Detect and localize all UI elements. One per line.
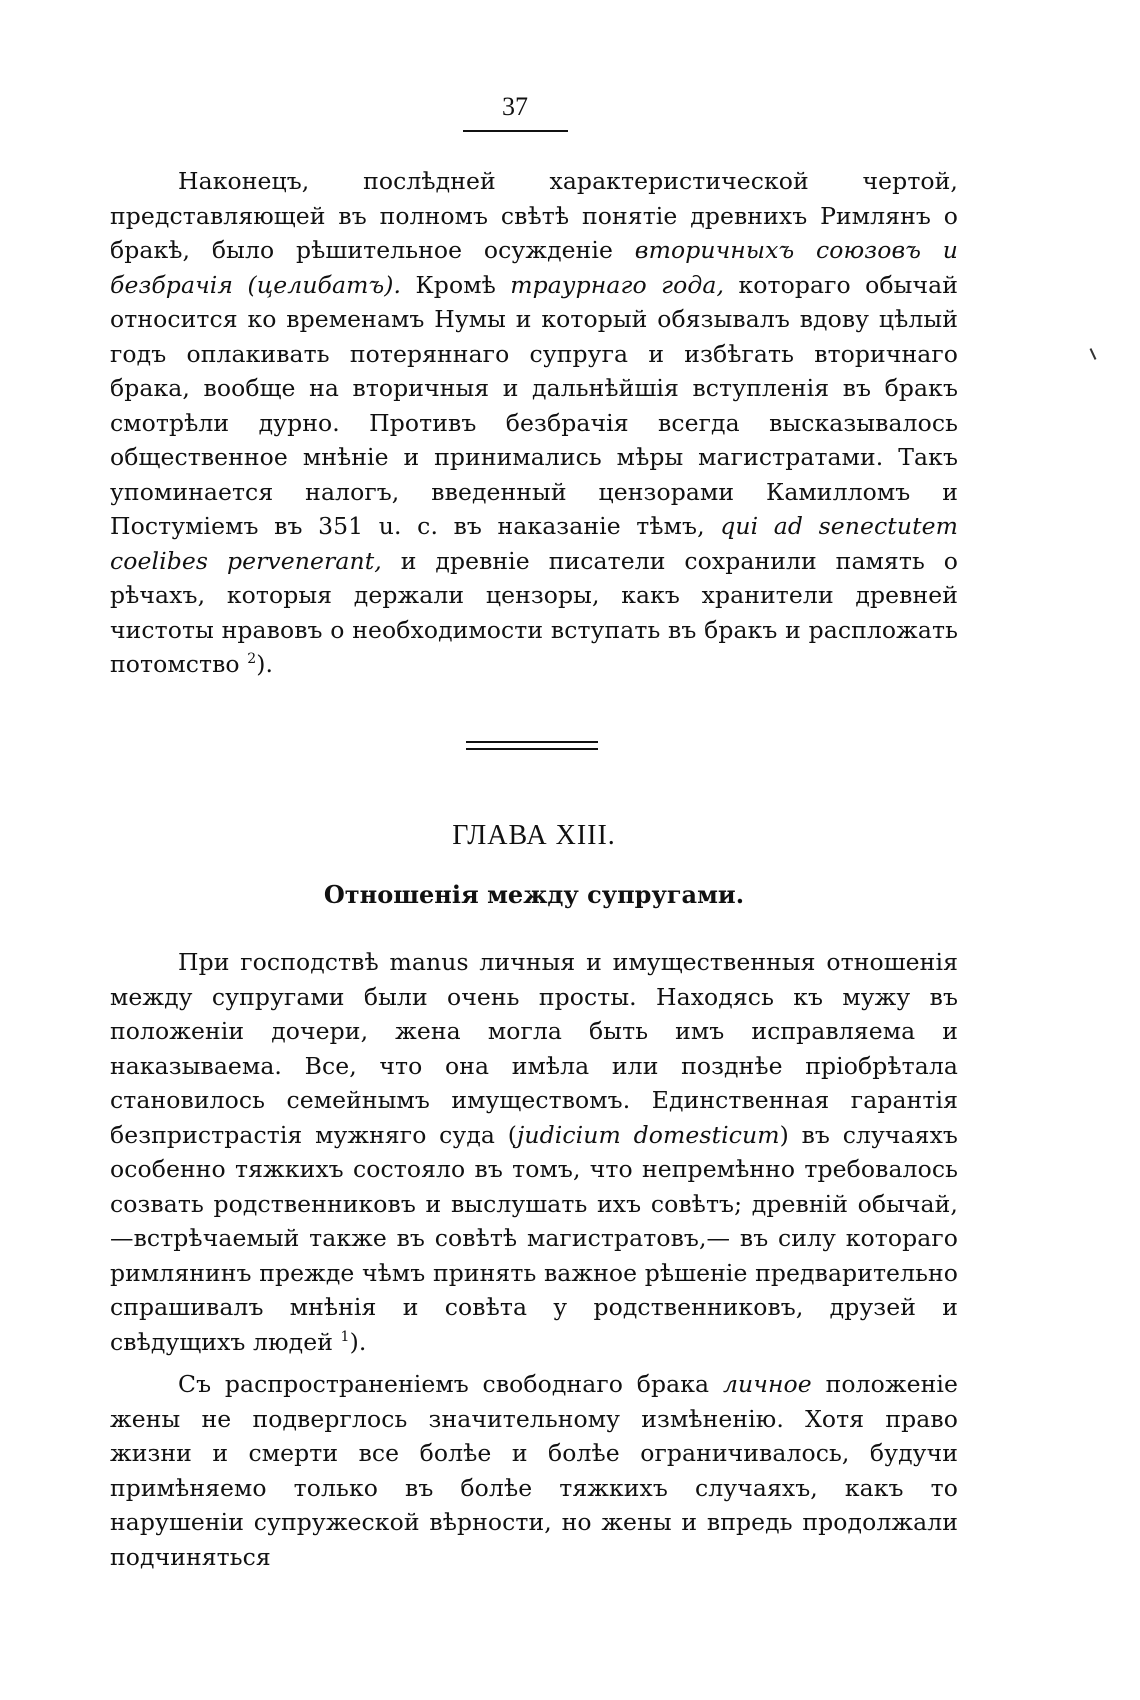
paragraph-celibacy: [110, 164, 958, 682]
page-number-underline: [463, 130, 568, 132]
italic-latin-phrase: qui ad senectutem coelibes pervenerant,: [110, 512, 959, 575]
footnote-marker: 2: [247, 651, 257, 668]
page-number: 37: [502, 92, 528, 121]
italic-phrase: личное: [722, 1370, 812, 1398]
paragraph-text: положеніе жены не подверглось значительному измѣненію. Хотя право жизни и смерти все болѣе и болѣе ограничивалось, будучи примѣняемо только въ болѣе тяжкихъ случаяхъ, какъ то нарушеніи супружеской вѣрности, но жены и впредь продолжали подчиняться: [110, 1370, 958, 1571]
paragraph-text: котораго обычай относится ко временамъ Нумы и который обязывалъ вдову цѣлый годъ оплакивать потеряннаго супруга и избѣгать вторичнаго брака, вообще на вторичныя и дальнѣйшія вступленія въ бракъ смотрѣли дурно. Противъ безбрачія всегда высказывалось общественное мнѣніе и принимались мѣры магистратами. Такъ упоминается налогъ, введенный цензорами Камилломъ и Постуміемъ въ 351 u. c. въ наказаніе тѣмъ,: [110, 270, 958, 540]
italic-phrase: траурнаго года,: [510, 270, 725, 299]
paragraph-text: Кромѣ: [401, 270, 511, 299]
italic-phrase: вторичныхъ союзовъ и безбрачія (целибатъ).: [110, 236, 958, 299]
paragraph-text: ) въ случаяхъ особенно тяжкихъ состояло въ томъ, что непремѣнно требовалось созвать родственниковъ и выслушать ихъ совѣтъ; древній обычай,—встрѣчаемый также въ совѣтѣ магистратовъ,— въ силу котораго римлянинъ прежде чѣмъ принять важное рѣшеніе предварительно спрашивалъ мнѣнія и совѣта у родственниковъ, друзей и свѣдущихъ людей: [110, 1120, 958, 1356]
chapter-title: ГЛАВА XIII.: [452, 820, 616, 851]
paragraph-text: ).: [349, 1327, 367, 1356]
footnote-marker: 1: [340, 1328, 350, 1345]
paragraph-text: Наконецъ, послѣдней характеристической чертой, представляющей въ полномъ свѣтѣ понятіе древнихъ Римлянъ о бракѣ, было рѣшительное осужденіе: [110, 167, 958, 264]
paragraph-text: При господствѣ manus личныя и имущественныя отношенія между супругами были очень просты. Находясь къ мужу въ положеніи дочери, жена могла быть имъ исправляема и наказываема. Все, что она имѣла или позднѣе пріобрѣтала становилось семейнымъ имуществомъ. Единственная гарантія безпристрастія мужняго суда (: [110, 948, 958, 1149]
paragraph-free-marriage: [110, 1367, 958, 1574]
chapter-subtitle: Отношенія между супругами.: [323, 880, 745, 909]
italic-latin-phrase: judicium domesticum: [517, 1120, 780, 1149]
paragraph-text: ).: [256, 650, 274, 678]
paragraph-text: Съ распространеніемъ свободнаго брака: [178, 1370, 723, 1398]
paragraph-text: и древніе писатели сохранили память о рѣчахъ, которыя держали цензоры, какъ хранители древней чистоты нравовъ о необходимости вступать въ бракъ и распложать потомство: [110, 546, 958, 678]
scan-speck: [1090, 348, 1097, 360]
paragraph-manus: [110, 945, 958, 1359]
section-divider: [466, 741, 598, 750]
